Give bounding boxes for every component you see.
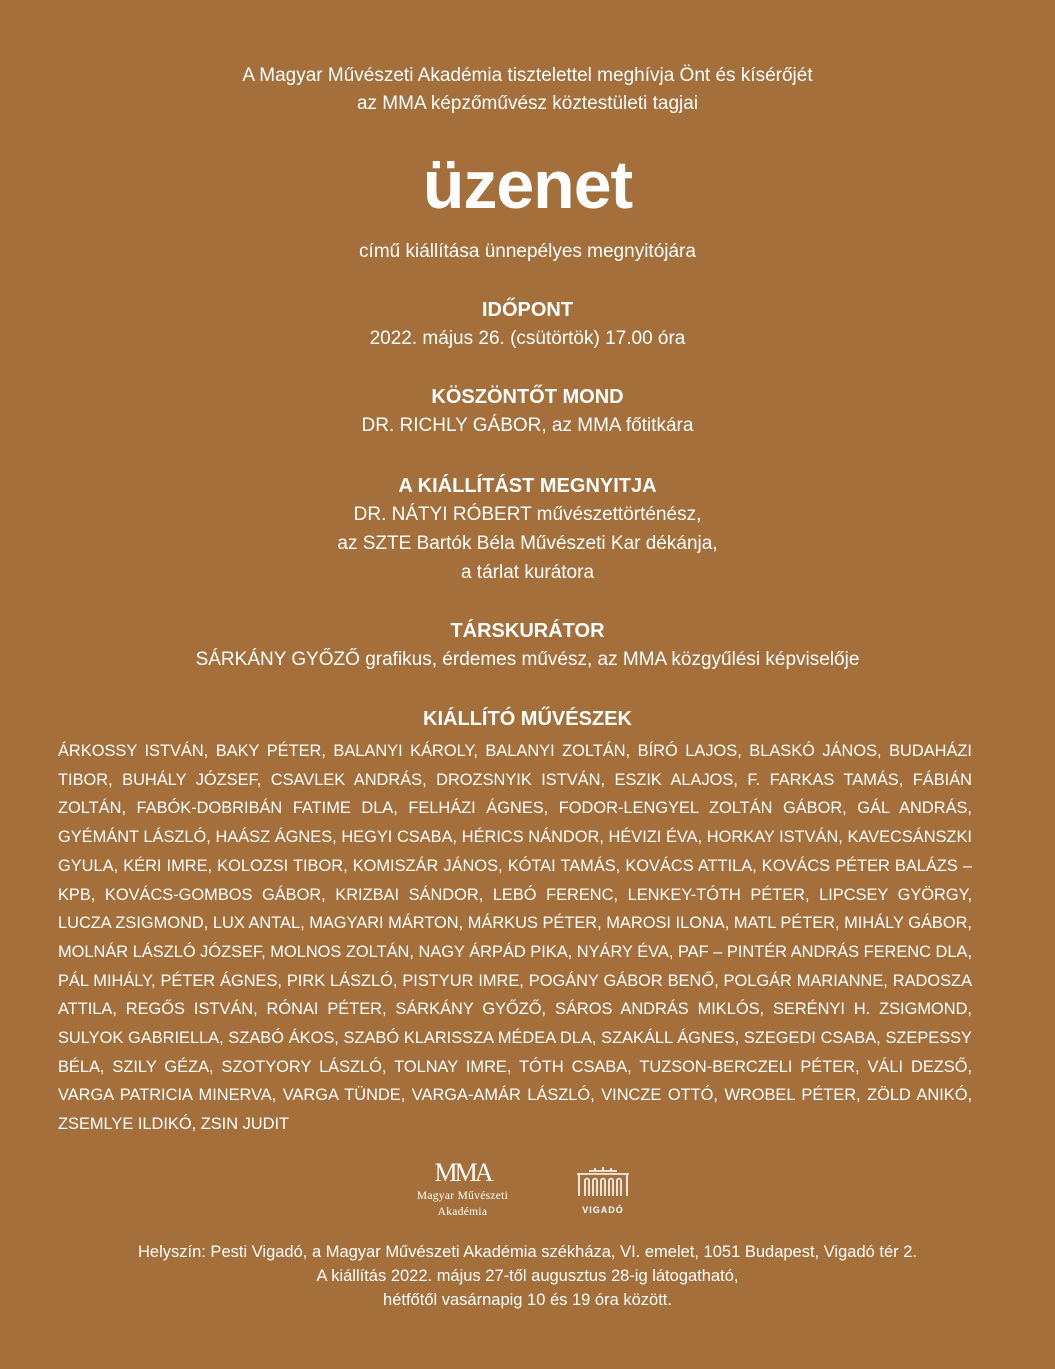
exhibition-subtitle: című kiállítása ünnepélyes megnyitójára bbox=[359, 241, 696, 262]
opening-heading: A KIÁLLÍTÁST MEGNYITJA bbox=[398, 475, 657, 497]
footer bbox=[0, 1240, 1055, 1312]
exhibition-title: üzenet bbox=[422, 147, 633, 223]
vigado-building-icon bbox=[575, 1166, 631, 1198]
intro-line-1: A Magyar Művészeti Akadémia tisztelettel meghívja Önt és kísérőjét bbox=[242, 65, 813, 86]
vigado-logo-text: VIGADÓ bbox=[582, 1205, 624, 1215]
footer-location: Helyszín: Pesti Vigadó, a Magyar Művészeti Akadémia székháza, VI. emelet, 1051 Budapest, Vigadó tér 2. bbox=[138, 1243, 917, 1261]
greeting-heading: KÖSZÖNTŐT MOND bbox=[431, 386, 624, 408]
footer-dates: A kiállítás 2022. május 27-től augusztus 28-ig látogatható, bbox=[316, 1267, 739, 1285]
opening-line-1: DR. NÁTYI RÓBERT művészettörténész, bbox=[353, 504, 702, 525]
artists-list: ÁRKOSSY ISTVÁN, BAKY PÉTER, BALANYI KÁROLY, BALANYI ZOLTÁN, BÍRÓ LAJOS, BLASKÓ JÁNOS, BUDAHÁZI TIBOR, BUHÁLY JÓZSEF, CSAVLEK ANDRÁS, DROZSNYIK ISTVÁN, ESZIK ALAJOS, F. FARKAS TAMÁS, FÁBIÁN ZOLTÁN, FABÓK-DOBRIBÁN FATIME DLA, FELHÁZI ÁGNES, FODOR-LENGYEL ZOLTÁN GÁBOR, GÁL ANDRÁS, GYÉMÁNT LÁSZLÓ, HAÁSZ ÁGNES, HEGYI CSABA, HÉRICS NÁNDOR, HÉVIZI ÉVA, HORKAY ISTVÁN, KAVECSÁNSZKI GYULA, KÉRI IMRE, KOLOZSI TIBOR, KOMISZÁR JÁNOS, KÓTAI TAMÁS, KOVÁCS ATTILA, KOVÁCS PÉTER BALÁZS – KPB, KOVÁCS-GOMBOS GÁBOR, KRIZBAI SÁNDOR, LEBÓ FERENC, LENKEY-TÓTH PÉTER, LIPCSEY GYÖRGY, LUCZA ZSIGMOND, LUX ANTAL, MAGYARI MÁRTON, MÁRKUS PÉTER, MAROSI ILONA, MATL PÉTER, MIHÁLY GÁBOR, MOLNÁR LÁSZLÓ JÓZSEF, MOLNOS ZOLTÁN, NAGY ÁRPÁD PIKA, NYÁRY ÉVA, PAF – PINTÉR ANDRÁS FERENC DLA, PÁL MIHÁLY, PÉTER ÁGNES, PIRK LÁSZLÓ, PISTYUR IMRE, POGÁNY GÁBOR BENŐ, POLGÁR MARIANNE, RADOSZA ATTILA, REGŐS ISTVÁN, RÓNAI PÉTER, SÁRKÁNY GYŐZŐ, SÁROS ANDRÁS MIKLÓS, SERÉNYI H. ZSIGMOND, SULYOK GABRIELLA, SZABÓ ÁKOS, SZABÓ KLARISSZA MÉDEA DLA, SZAKÁLL ÁGNES, SZEGEDI CSABA, SZEPESSY BÉLA, SZILY GÉZA, SZOTYORY LÁSZLÓ, TOLNAY IMRE, TÓTH CSABA, TUZSON-BERCZELI PÉTER, VÁLI DEZSŐ, VARGA PATRICIA MINERVA, VARGA TÜNDE, VARGA-AMÁR LÁSZLÓ, VINCZE OTTÓ, WROBEL PÉTER, ZÖLD ANIKÓ, ZSEMLYE ILDIKÓ, ZSIN JUDIT bbox=[58, 742, 972, 1134]
time-heading: IDŐPONT bbox=[481, 299, 574, 321]
time-value: 2022. május 26. (csütörtök) 17.00 óra bbox=[369, 328, 686, 349]
opening-line-2: az SZTE Bartók Béla Művészeti Kar dékánja, bbox=[337, 533, 718, 554]
cocurator-section bbox=[0, 617, 1055, 674]
footer-hours: hétfőtől vasárnapig 10 és 19 óra között. bbox=[383, 1291, 672, 1309]
time-section bbox=[0, 296, 1055, 353]
mma-logo-line-2: Akadémia bbox=[437, 1206, 488, 1218]
opening-line-3: a tárlat kurátora bbox=[460, 562, 595, 583]
greeting-section bbox=[0, 383, 1055, 440]
artists-heading: KIÁLLÍTÓ MŰVÉSZEK bbox=[423, 708, 632, 730]
mma-logo-line-1: Magyar Művészeti bbox=[416, 1190, 509, 1202]
mma-logo bbox=[395, 1158, 530, 1220]
intro-line-2: az MMA képzőművész köztestületi tagjai bbox=[356, 93, 699, 114]
cocurator-name: SÁRKÁNY GYŐZŐ grafikus, érdemes művész, az MMA közgyűlési képviselője bbox=[195, 649, 860, 670]
cocurator-heading: TÁRSKURÁTOR bbox=[450, 620, 605, 642]
intro-text bbox=[0, 62, 1055, 118]
mma-logo-icon: MMA bbox=[434, 1158, 491, 1187]
logos-row bbox=[0, 1158, 1055, 1228]
vigado-logo bbox=[572, 1166, 634, 1215]
opening-section bbox=[0, 472, 1055, 587]
greeting-speaker: DR. RICHLY GÁBOR, az MMA főtitkára bbox=[361, 415, 694, 436]
artists-heading-wrap bbox=[0, 705, 1055, 733]
